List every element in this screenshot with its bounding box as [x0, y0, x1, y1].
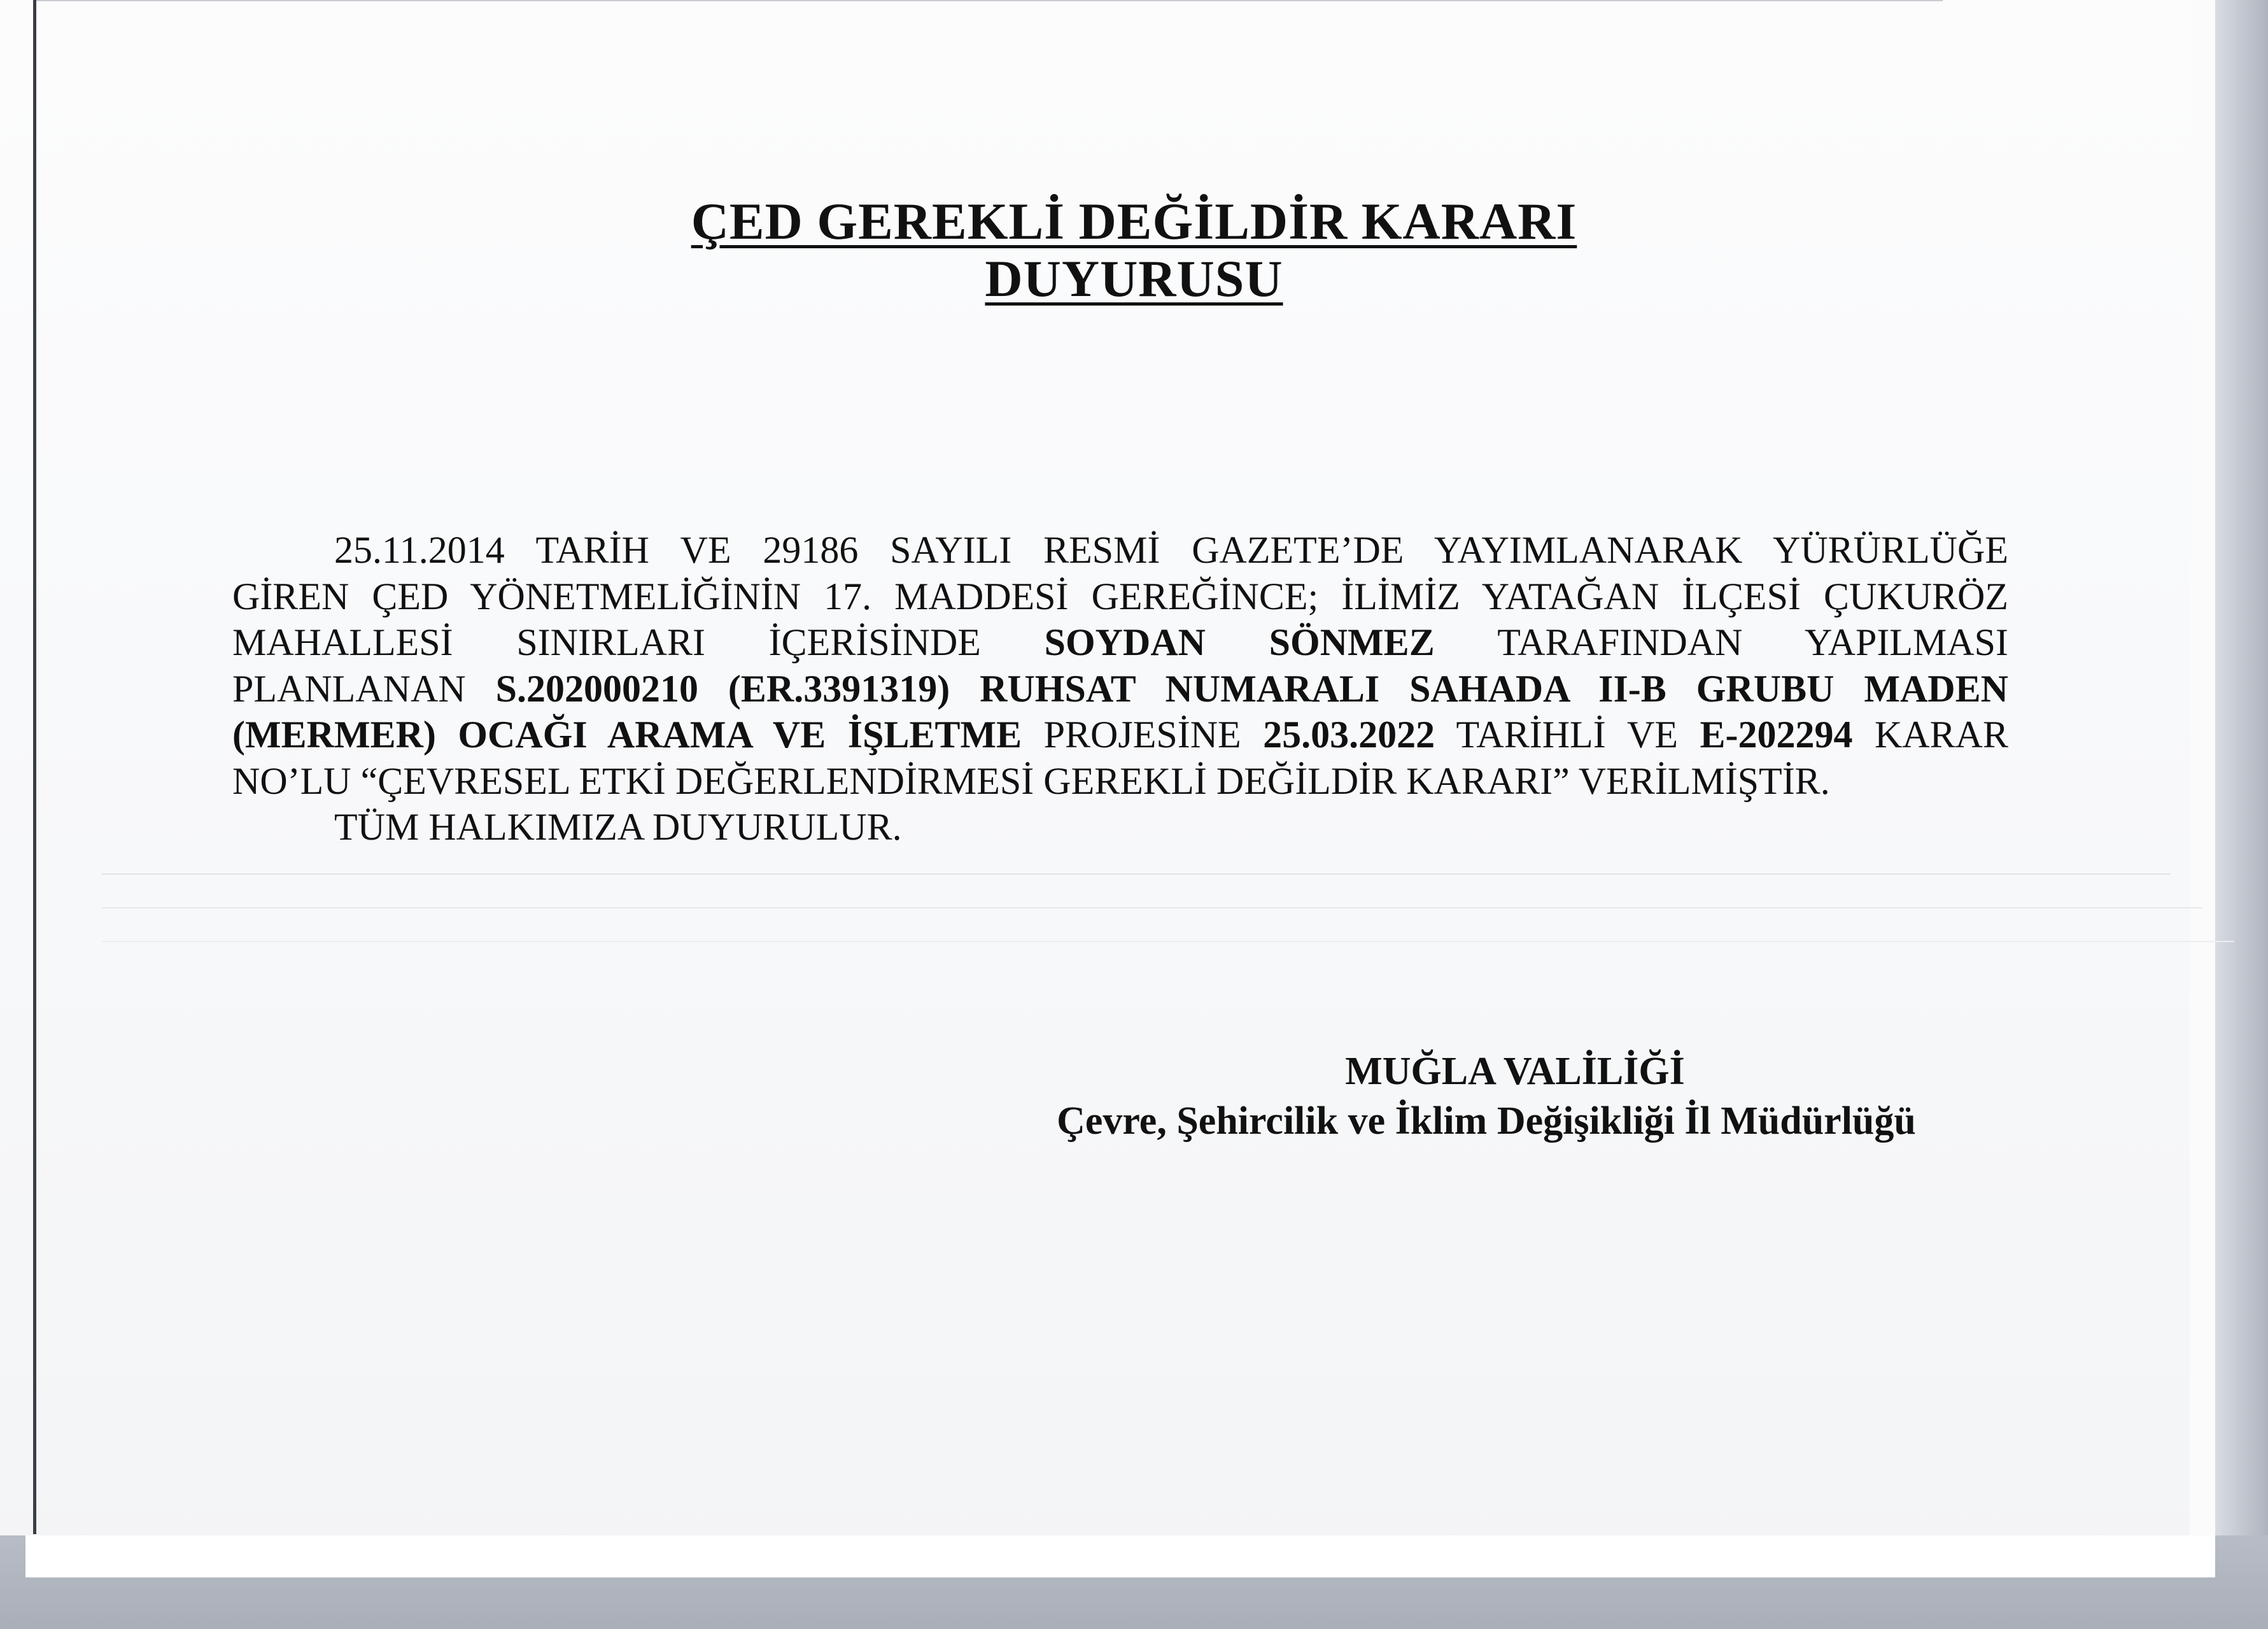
body-line-4 [232, 666, 2008, 712]
page-bottom-edge [25, 1535, 2215, 1577]
body-text: TARAFINDAN YAPILMASI [1434, 621, 2008, 663]
body-text: GİREN ÇED YÖNETMELİĞİNİN 17. MADDESİ GEREĞİNCE; İLİMİZ YATAĞAN İLÇESİ ÇUKURÖZ [232, 575, 2008, 617]
body-text: MAHALLESİ SINIRLARI İÇERİSİNDE [232, 621, 1045, 663]
body-line-2 [232, 574, 2008, 620]
signature-authority: MUĞLA VALİLİĞİ [1345, 1050, 1685, 1093]
body-text: PROJESİNE [1022, 714, 1264, 756]
announcement-body [232, 527, 2008, 850]
project-name: (MERMER) OCAĞI ARAMA VE İŞLETME [232, 714, 1022, 756]
document-title [0, 190, 2268, 253]
decision-number: E-202294 [1700, 714, 1853, 756]
applicant-name: SOYDAN SÖNMEZ [1044, 621, 1435, 663]
decision-date: 25.03.2022 [1263, 714, 1435, 756]
title-line-2: DUYURUSU [985, 250, 1283, 307]
document-subtitle [0, 247, 2268, 311]
body-text: TARİHLİ VE [1435, 714, 1700, 756]
closing-text: TÜM HALKIMIZA DUYURULUR. [334, 806, 902, 848]
license-info: S.202000210 (ER.3391319) RUHSAT NUMARALI SAHADA II-B GRUBU MADEN [495, 667, 2008, 710]
scan-streak [102, 907, 2202, 908]
signature-department: Çevre, Şehircilik ve İklim Değişikliği İl Müdürlüğü [1057, 1099, 1916, 1143]
body-text: NO’LU “ÇEVRESEL ETKİ DEĞERLENDİRMESİ GEREKLİ DEĞİLDİR KARARI” VERİLMİŞTİR. [232, 759, 1830, 802]
body-text: KARAR [1852, 714, 2009, 756]
body-line-6 [232, 758, 2008, 805]
body-line-7 [232, 804, 2008, 850]
body-text: PLANLANAN [232, 667, 496, 710]
scan-edge-top [33, 0, 1943, 1]
body-line-3 [232, 619, 2008, 666]
scan-streak [102, 941, 2234, 942]
body-text: 25.11.2014 TARİH VE 29186 SAYILI RESMİ GAZETE’DE YAYIMLANARAK YÜRÜRLÜĞE [334, 529, 2008, 571]
body-line-1 [232, 527, 2008, 574]
title-line-1: ÇED GEREKLİ DEĞİLDİR KARARI [691, 192, 1577, 250]
scan-streak [102, 873, 2171, 875]
body-line-5 [232, 712, 2008, 758]
